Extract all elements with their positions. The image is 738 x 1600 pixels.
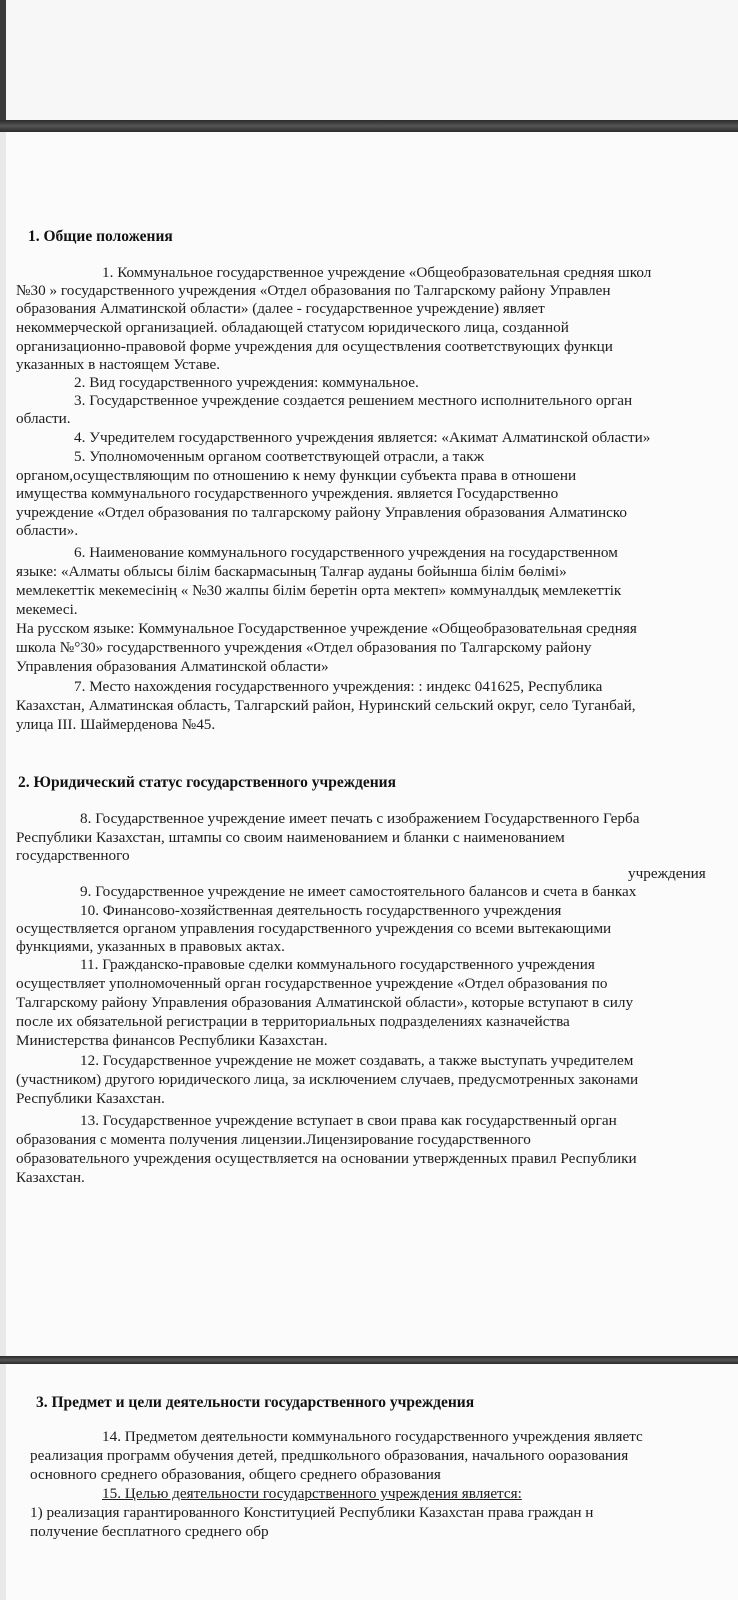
paragraph-line: области». (16, 522, 79, 539)
previous-page-fragment (6, 0, 738, 120)
paragraph-line: 9. Государственное учреждение не имеет самостоятельного балансов и счета в банках (80, 883, 637, 900)
paragraph-line: основного среднего образования, общего среднего образования (30, 1466, 441, 1483)
paragraph-line: государственного (16, 847, 130, 864)
paragraph-line: 8. Государственное учреждение имеет печать с изображением Государственного Герба (80, 810, 640, 827)
document-page-2 (6, 1364, 738, 1600)
paragraph-line: 15. Целью деятельности государственного учреждения является: (102, 1485, 522, 1502)
paragraph-line: указанных в настоящем Уставе. (16, 356, 221, 373)
paragraph-line: Управления образования Алматинской области» (16, 658, 329, 675)
paragraph-line: 2. Вид государственного учреждения: коммунальное. (74, 374, 419, 391)
page-edge (0, 132, 6, 1356)
paragraph-line: 5. Уполномоченным органом соответствующей отрасли, а такж (74, 448, 485, 465)
paragraph-line: учреждение «Отдел образования по талгарскому району Управления образования Алматинско (16, 504, 628, 521)
paragraph-line: образования с момента получения лицензии.Лицензирование государственного (16, 1131, 531, 1148)
paragraph-line: мемлекеттік мекемесінің « №30 жалпы білім беретін орта мектеп» коммуналдық мемлекеттік (16, 582, 622, 599)
paragraph-line: образовательного учреждения осуществляется на основании утвержденных правил Республики (16, 1150, 637, 1167)
page-separator (0, 1356, 738, 1364)
paragraph-line: Казахстан, Алматинская область, Талгарский район, Нуринский сельский округ, село Туганбай, (16, 697, 636, 714)
paragraph-line: учреждения (628, 865, 706, 882)
paragraph-line: реализация программ обучения детей, предшкольного образования, начального ооразования (30, 1447, 629, 1464)
paragraph-line: 11. Гражданско-правовые сделки коммунального государственного учреждения (80, 956, 595, 973)
paragraph-line: 1. Коммунальное государственное учреждение «Общеобразовательная средняя школ (102, 264, 652, 281)
paragraph-line: организационно-правовой форме учреждения для осуществления соответствующих функци (16, 338, 613, 355)
paragraph-line: мекемесі. (16, 601, 78, 618)
paragraph-line: осуществляет уполномоченный орган государственное учреждение «Отдел образования по (16, 975, 608, 992)
paragraph-line: 10. Финансово-хозяйственная деятельность государственного учреждения (80, 902, 562, 919)
paragraph-line: улица III. Шаймерденова №45. (16, 716, 216, 733)
paragraph-line: 3. Государственное учреждение создается решением местного исполнительного орган (74, 392, 633, 409)
section-1-heading: 1. Общие положения (28, 228, 173, 245)
paragraph-line: 7. Место нахождения государственного учреждения: : индекс 041625, Республика (74, 678, 603, 695)
paragraph-line: Республики Казахстан. (16, 1090, 165, 1107)
paragraph-line: Министерства финансов Республики Казахстан. (16, 1032, 328, 1049)
page-edge (0, 1364, 6, 1600)
section-3-heading: 3. Предмет и цели деятельности государственного учреждения (36, 1394, 475, 1411)
paragraph-line: образования Алматинской области» (далее - государственное учреждение) являет (16, 300, 545, 317)
paragraph-line: некоммерческой организацией. обладающей статусом юридического лица, созданной (16, 319, 569, 336)
paragraph-line: имущества коммунального государственного учреждения. является Государственно (16, 485, 559, 502)
document-page-1 (6, 132, 738, 1356)
paragraph-line: Талгарскому району Управления образования Алматинской области», которые вступают в силу (16, 994, 634, 1011)
section-2-heading: 2. Юридический статус государственного учреждения (18, 774, 396, 791)
paragraph-line: после их обязательной регистрации в территориальных подразделениях казначейства (16, 1013, 570, 1030)
page-separator (0, 120, 738, 132)
paragraph-line: 6. Наименование коммунального государственного учреждения на государственном (74, 544, 618, 561)
paragraph-line: 14. Предметом деятельности коммунального государственного учреждения являетс (102, 1428, 643, 1445)
paragraph-line: 1) реализация гарантированного Конституцией Республики Казахстан права граждан н (30, 1504, 594, 1521)
paragraph-line: 12. Государственное учреждение не может создавать, а также выступать учредителем (80, 1052, 634, 1069)
paragraph-line: На русском языке: Коммунальное Государственное учреждение «Общеобразовательная средняя (16, 620, 637, 637)
paragraph-line: №30 » государственного учреждения «Отдел образования по Талгарскому району Управлен (16, 282, 611, 299)
paragraph-line: получение бесплатного среднего обр (30, 1523, 269, 1540)
paragraph-line: языке: «Алматы облысы білім баскармасының Талғар ауданы бойынша білім бөлімі» (16, 563, 567, 580)
paragraph-line: Казахстан. (16, 1169, 85, 1186)
paragraph-line: осуществляется органом управления государственного учреждения со всеми вытекающими (16, 920, 612, 937)
paragraph-line: органом,осуществляющим по отношению к нему функции субъекта права в отношени (16, 467, 577, 484)
paragraph-line: области. (16, 410, 71, 427)
paragraph-line: Республики Казахстан, штампы со своим наименованием и бланки с наименованием (16, 829, 565, 846)
paragraph-line: 4. Учредителем государственного учреждения является: «Акимат Алматинской области» (74, 429, 651, 446)
paragraph-line: школа №°30» государственного учреждения «Отдел образования по Талгарскому району (16, 639, 592, 656)
paragraph-line: функциями, указанных в правовых актах. (16, 938, 285, 955)
paragraph-line: 13. Государственное учреждение вступает в свои права как государственный орган (80, 1112, 617, 1129)
paragraph-line: (участником) другого юридического лица, за исключением случаев, предусмотренных законами (16, 1071, 639, 1088)
